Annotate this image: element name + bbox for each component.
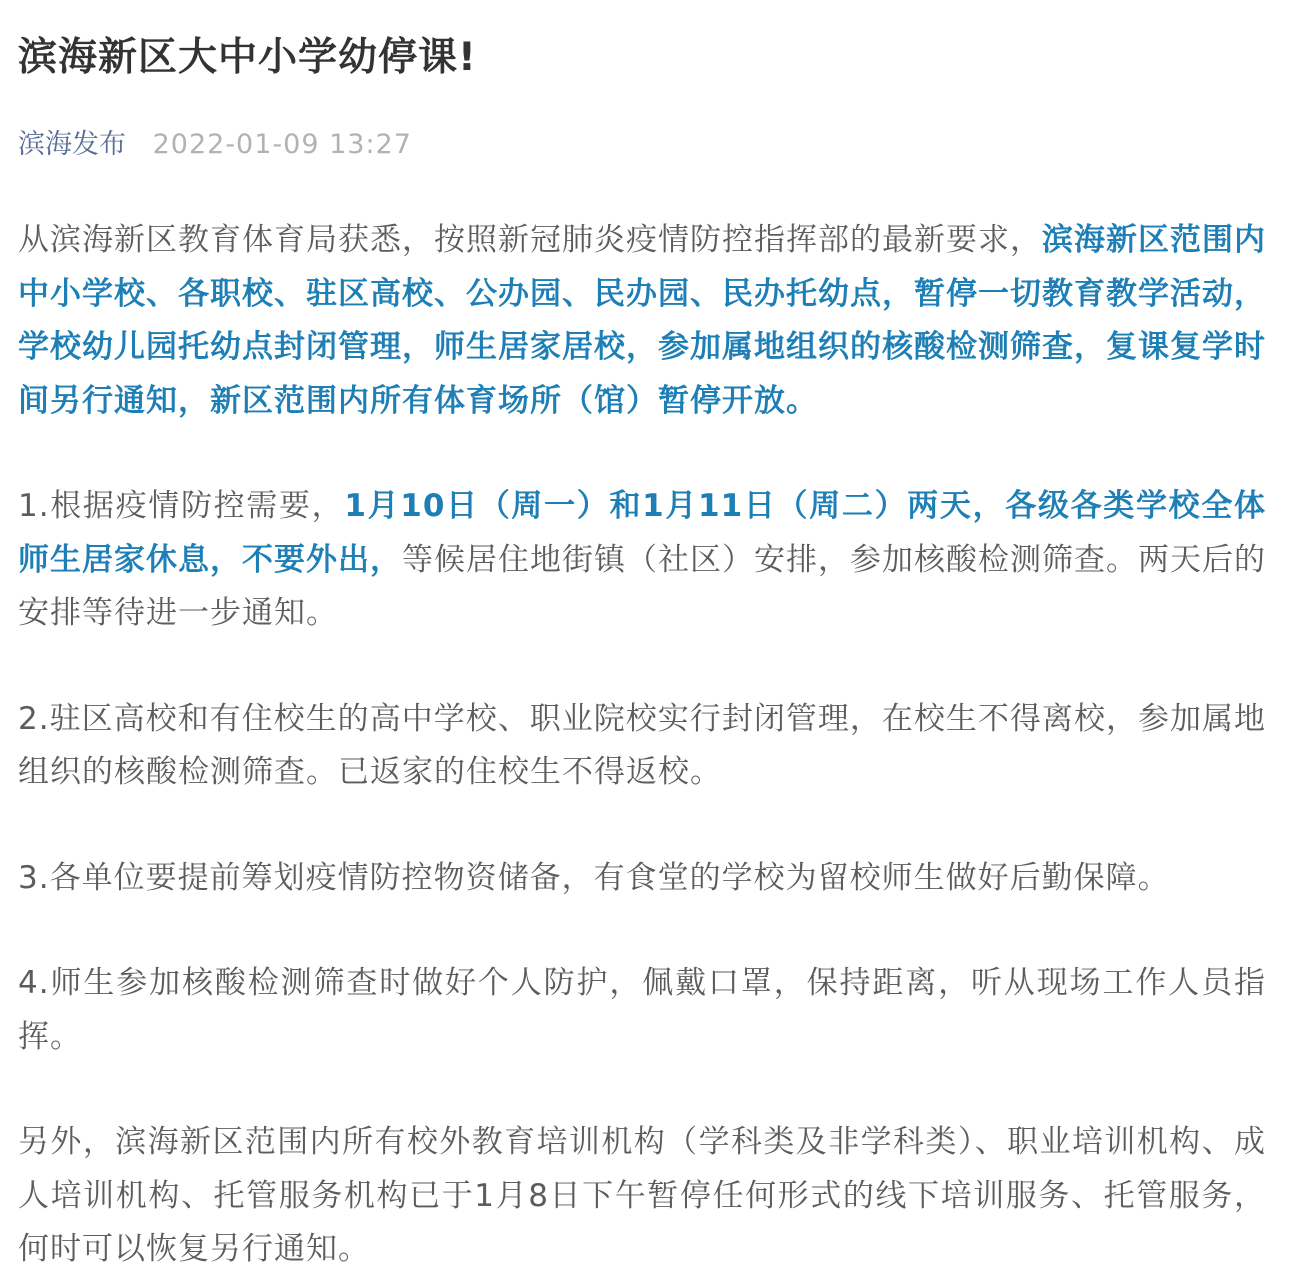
paragraph-intro <box>18 214 1266 428</box>
paragraph-text: 2.驻区高校和有住校生的高中学校、职业院校实行封闭管理，在校生不得离校，参加属地组织的核酸检测筛查。已返家的住校生不得返校。 <box>18 700 1266 790</box>
paragraph-text: 等候居住地街镇（社区）安排，参加核酸检测筛查。两天后的安排等待进一步通知。 <box>18 541 1266 631</box>
paragraph-text: 4.师生参加核酸检测筛查时做好个人防护，佩戴口罩，保持距离，听从现场工作人员指挥。 <box>18 965 1266 1055</box>
paragraph-text: 1.根据疫情防控需要， <box>18 488 345 524</box>
paragraph-highlight: 滨海新区范围内中小学校、各职校、驻区高校、公办园、民办园、民办托幼点，暂停一切教育教学活动，学校幼儿园托幼点封闭管理，师生居家居校，参加属地组织的核酸检测筛查，复课复学时间另行通知，新区范围内所有体育场所（馆）暂停开放。 <box>18 222 1266 419</box>
paragraph-text: 从滨海新区教育体育局获悉，按照新冠肺炎疫情防控指挥部的最新要求， <box>18 222 1042 258</box>
paragraph-item-3 <box>18 852 1266 906</box>
article-source-link[interactable]: 滨海发布 <box>18 129 126 160</box>
article-meta <box>18 128 1266 162</box>
paragraph-additional <box>18 1116 1266 1277</box>
paragraph-text: 另外，滨海新区范围内所有校外教育培训机构（学科类及非学科类）、职业培训机构、成人培训机构、托管服务机构已于1月8日下午暂停任何形式的线下培训服务、托管服务，何时可以恢复另行通知。 <box>18 1124 1266 1267</box>
article-timestamp: 2022-01-09 13:27 <box>152 129 412 160</box>
paragraph-item-1 <box>18 480 1266 641</box>
paragraph-highlight: 1月10日（周一）和1月11日（周二）两天，各级各类学校全体师生居家休息，不要外出， <box>18 488 1267 578</box>
paragraph-text: 3.各单位要提前筹划疫情防控物资储备，有食堂的学校为留校师生做好后勤保障。 <box>18 859 1170 896</box>
article-title: 滨海新区大中小学幼停课! <box>18 35 477 80</box>
paragraph-item-2 <box>18 693 1266 800</box>
paragraph-item-4 <box>18 957 1266 1064</box>
